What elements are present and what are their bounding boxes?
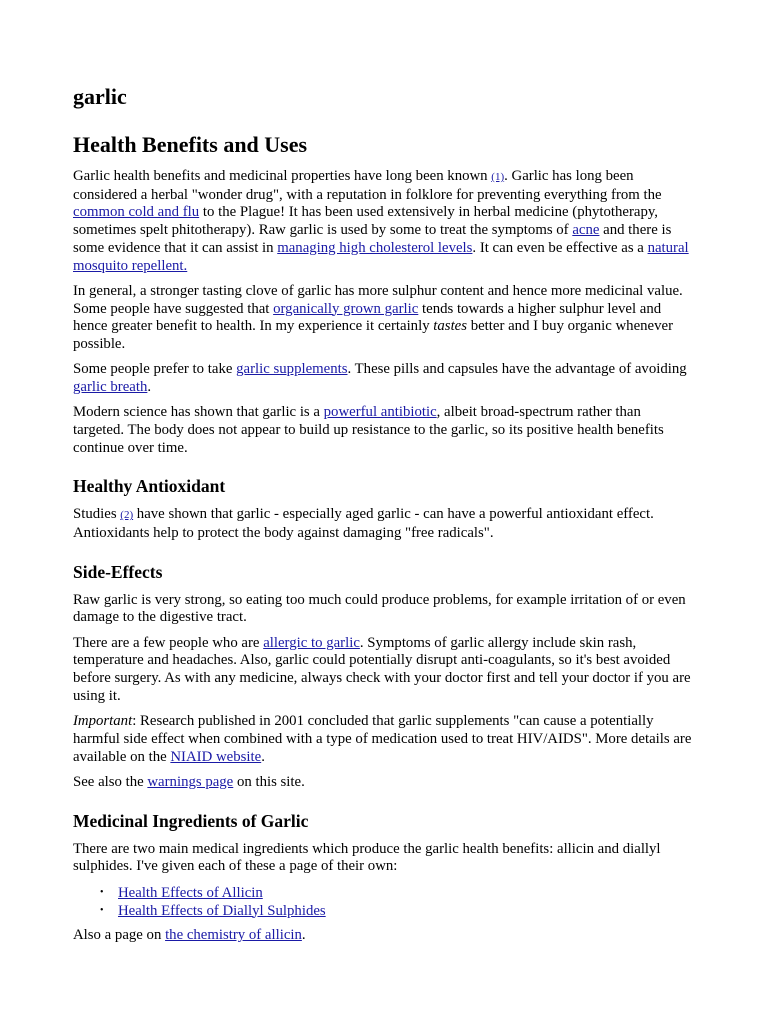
- niaid-website-link[interactable]: NIAID website: [170, 748, 262, 765]
- ingredients-list: [73, 884, 695, 920]
- allergic-to-garlic-link[interactable]: allergic to garlic: [263, 634, 360, 651]
- intro-paragraph: [73, 168, 695, 275]
- antibiotic-text-2: , albeit broad-spectrum rather than targeted. The body does not appear to build up resistance to the garlic, so its positive health benefits continue over time.: [73, 404, 664, 456]
- mosquito-repellent-link[interactable]: natural mosquito repellent.: [73, 239, 689, 274]
- reference-link-1[interactable]: (1): [491, 171, 505, 183]
- allicin-effects-link[interactable]: Health Effects of Allicin: [118, 884, 263, 901]
- supplements-text-1: Some people prefer to take: [73, 361, 237, 378]
- antioxidant-text-1: Studies: [73, 506, 121, 523]
- diallyl-sulphides-link[interactable]: Health Effects of Diallyl Sulphides: [118, 902, 326, 919]
- important-text-1: : Research published in 2001 concluded that garlic supplements "can cause a potentially harmful side effect when combined with a type of medication used to treat HIV/AIDS". More details are available on the: [73, 713, 692, 765]
- allergy-paragraph: [73, 635, 695, 706]
- chemistry-text-1: Also a page on: [73, 927, 166, 944]
- ingredients-heading: Medicinal Ingredients of Garlic: [73, 810, 309, 831]
- antibiotic-link[interactable]: powerful antibiotic: [323, 404, 437, 421]
- see-also-text-2: on this site.: [233, 773, 305, 790]
- important-emphasis: Important: [73, 713, 133, 730]
- ingredients-paragraph: There are two main medical ingredients which produce the garlic health benefits: allicin and diallyl sulphides. I've given each of these a page of their own:: [73, 840, 661, 875]
- allergy-text-1: There are a few people who are: [73, 634, 264, 651]
- sulphur-text-1: In general, a stronger tasting clove of garlic has more sulphur content and hence more medicinal value. Some people have suggested that: [73, 282, 683, 317]
- see-also-text-1: See also the: [73, 773, 148, 790]
- garlic-supplements-link[interactable]: garlic supplements: [236, 361, 348, 378]
- antioxidant-paragraph: [73, 506, 695, 542]
- antibiotic-paragraph: [73, 404, 695, 457]
- allergy-text-2: . Symptoms of garlic allergy include skin rash, temperature and headaches. Also, garlic could potentially disrupt anti-coagulants, so it's best avoided before surgery. As with any medicine, always check with your doctor first and tell your doctor if you are using it.: [73, 634, 691, 704]
- antioxidant-heading: Healthy Antioxidant: [73, 476, 226, 497]
- antibiotic-text-1: Modern science has shown that garlic is a: [73, 404, 324, 421]
- intro-text-4: and there is some evidence that it can assist in: [73, 222, 672, 256]
- bullet-icon: •: [100, 904, 104, 916]
- sulphur-text-3: better and I buy organic whenever possible.: [73, 318, 673, 352]
- see-also-paragraph: [73, 774, 695, 792]
- article: [73, 84, 695, 952]
- sulphur-paragraph: [73, 283, 695, 354]
- page-title: garlic: [73, 84, 127, 109]
- common-cold-link[interactable]: common cold and flu: [73, 204, 200, 221]
- list-item: [100, 902, 695, 920]
- important-text-2: .: [261, 748, 265, 765]
- bullet-icon: •: [100, 886, 104, 898]
- important-paragraph: [73, 713, 695, 766]
- chemistry-text-2: .: [301, 927, 306, 944]
- raw-garlic-paragraph: Raw garlic is very strong, so eating too much could produce problems, for example irritation of or even damage to the digestive tract.: [73, 591, 686, 626]
- supplements-paragraph: [73, 361, 695, 396]
- antioxidant-text-2: have shown that garlic - especially aged garlic - can have a powerful antioxidant effect. Antioxidants help to protect the body against damaging "free radicals".: [73, 506, 654, 542]
- sulphur-text-2: tends towards a higher sulphur level and hence greater benefit to health. In my experience it certainly: [73, 300, 662, 335]
- side-effects-heading: Side-Effects: [73, 561, 163, 582]
- supplements-text-3: .: [147, 378, 152, 395]
- organic-garlic-link[interactable]: organically grown garlic: [273, 300, 419, 317]
- intro-text-2: . Garlic has long been considered a herbal "wonder drug", with a reputation in folklore for preventing everything from the: [73, 168, 662, 203]
- garlic-breath-link[interactable]: garlic breath: [73, 378, 148, 395]
- intro-text-5: . It can even be effective as a: [472, 239, 648, 256]
- chemistry-paragraph: [73, 927, 695, 945]
- supplements-text-2: . These pills and capsules have the advantage of avoiding: [347, 361, 687, 378]
- list-item: [100, 884, 695, 902]
- chemistry-of-allicin-link[interactable]: the chemistry of allicin: [165, 927, 302, 944]
- reference-link-2[interactable]: (2): [120, 509, 134, 522]
- intro-text-3: to the Plague! It has been used extensively in herbal medicine (phytotherapy, sometimes spelt phitotherapy). Raw garlic is used by some to treat the symptoms of: [73, 204, 659, 239]
- acne-link[interactable]: acne: [572, 222, 600, 239]
- intro-text-1: Garlic health benefits and medicinal properties have long been known: [73, 168, 492, 184]
- cholesterol-link[interactable]: managing high cholesterol levels: [277, 239, 473, 256]
- main-heading: Health Benefits and Uses: [73, 132, 308, 157]
- tastes-emphasis: tastes: [433, 318, 468, 335]
- warnings-page-link[interactable]: warnings page: [147, 773, 234, 790]
